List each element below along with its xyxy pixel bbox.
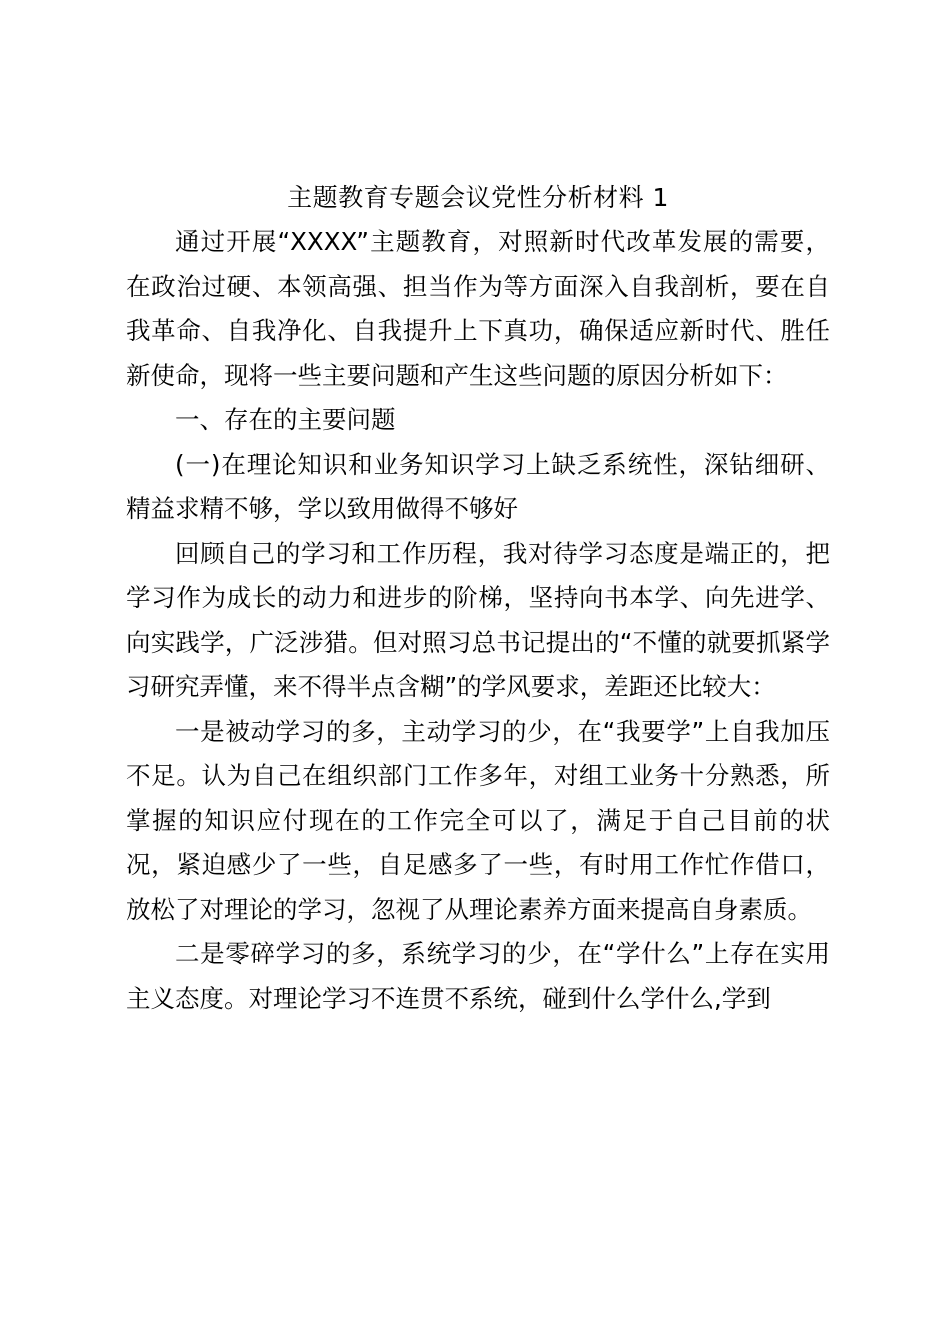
paragraph-point-two: 二是零碎学习的多，系统学习的少，在“学什么”上存在实用主义态度。对理论学习不连贯不系统，碰到什么学什么,学到 xyxy=(126,939,830,1013)
subsection-heading-study: (一)在理论知识和业务知识学习上缺乏系统性，深钻细研、精益求精不够，学以致用做得不够好 xyxy=(126,449,830,523)
paragraph-point-one: 一是被动学习的多，主动学习的少，在“我要学”上自我加压不足。认为自己在组织部门工作多年，对组工业务十分熟悉，所掌握的知识应付现在的工作完全可以了，满足于自己目前的状况，紧迫感少了一些，自足感多了一些，有时用工作忙作借口，放松了对理论的学习，忽视了从理论素养方面来提高自身素质。 xyxy=(126,716,830,924)
document-body xyxy=(126,176,830,1021)
paragraph-intro: 通过开展“XXXX”主题教育，对照新时代改革发展的需要，在政治过硬、本领高强、担当作为等方面深入自我剖析，要在自我革命、自我净化、自我提升上下真功，确保适应新时代、胜任新使命，现将一些主要问题和产生这些问题的原因分析如下： xyxy=(126,227,830,390)
document-title: 主题教育专题会议党性分析材料 1 xyxy=(287,183,669,212)
paragraph-review: 回顾自己的学习和工作历程，我对待学习态度是端正的，把学习作为成长的动力和进步的阶梯，坚持向书本学、向先进学、向实践学，广泛涉猎。但对照习总书记提出的“不懂的就要抓紧学习研究弄懂，来不得半点含糊”的学风要求，差距还比较大： xyxy=(126,538,830,701)
section-heading-main-problems: 一、存在的主要问题 xyxy=(175,405,396,434)
